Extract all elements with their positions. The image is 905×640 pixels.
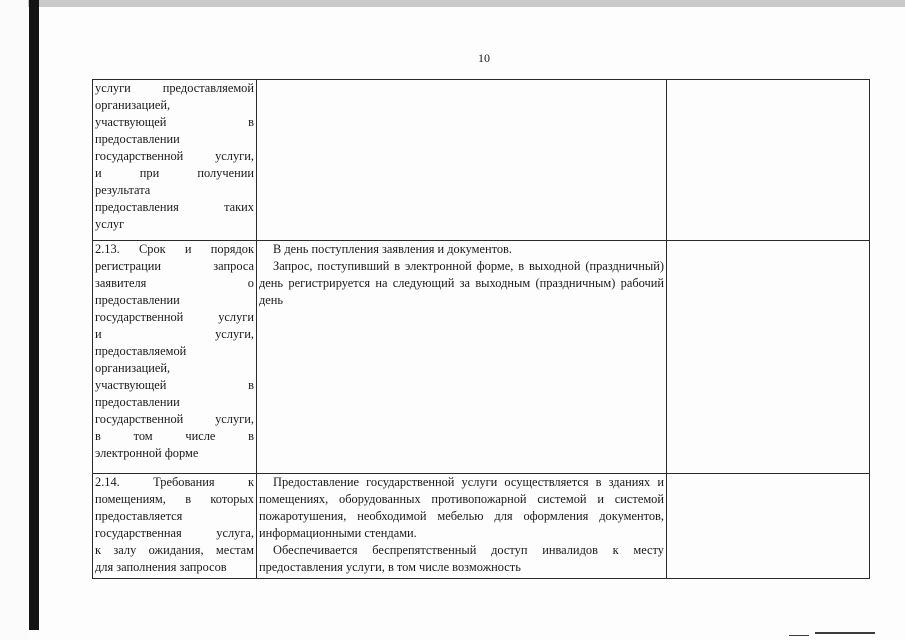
item-description-cell: [257, 474, 667, 579]
item-title-line: к залу ожидания, местам: [95, 543, 254, 557]
description-paragraph: В день поступления заявления и документов.: [273, 242, 512, 256]
item-title-line: организацией,: [95, 361, 171, 375]
item-notes-cell: [667, 241, 870, 474]
item-title-line: предоставления таких: [95, 200, 254, 214]
item-notes-cell: [667, 80, 870, 241]
item-title-line: участвующей в: [95, 115, 254, 129]
scan-margin: [0, 0, 28, 640]
item-title-line: предоставлении: [95, 293, 180, 307]
item-title-line: государственной услуги,: [95, 149, 254, 163]
item-title-line: предоставлении: [95, 132, 180, 146]
item-title-line: и при получении: [95, 166, 254, 180]
item-title-line: предоставлении: [95, 395, 180, 409]
scan-top-edge: [28, 0, 905, 7]
table-row: [93, 80, 870, 241]
item-title-line: государственной услуги: [95, 310, 254, 324]
item-title-line: услуг: [95, 217, 125, 231]
item-notes-cell: [667, 474, 870, 579]
item-title-line: помещениям, в которых: [95, 492, 254, 506]
item-title-line: организацией,: [95, 98, 171, 112]
item-title-line: электронной форме: [95, 446, 199, 460]
description-paragraph: Обеспечивается беспрепятственный доступ инвалидов к месту предоставления услуги, в том числе возможность: [259, 543, 664, 574]
description-paragraph: Запрос, поступивший в электронной форме, в выходной (праздничный) день регистрируется на следующий за выходным (праздничным) рабочий день: [259, 259, 664, 307]
item-title-cell: [93, 80, 257, 241]
item-title-line: предоставляется: [95, 509, 183, 523]
item-title-line: государственная услуга,: [95, 526, 254, 540]
table-row: [93, 474, 870, 579]
item-title-line: 2.14. Требования к: [95, 475, 254, 489]
item-title-line: участвующей в: [95, 378, 254, 392]
item-title-line: 2.13. Срок и порядок: [95, 242, 254, 256]
item-title-line: для заполнения запросов: [95, 560, 227, 574]
item-title-line: в том числе в: [95, 429, 254, 443]
item-title-line: результата: [95, 183, 151, 197]
item-description-cell: [257, 241, 667, 474]
item-title-line: государственной услуги,: [95, 412, 254, 426]
table-row: [93, 241, 870, 474]
scan-mark: [815, 632, 875, 636]
item-title-line: и услуги,: [95, 327, 254, 341]
page-number: 10: [478, 51, 490, 65]
scan-mark-small: [789, 635, 809, 636]
description-paragraph: Предоставление государственной услуги осуществляется в зданиях и помещениях, оборудованных противопожарной системой и системой пожаротушения, необходимой мебелью для оформления документов, информационными стендами.: [259, 475, 664, 540]
binding-edge: [29, 0, 39, 630]
item-title-cell: [93, 474, 257, 579]
item-title-line: заявителя о: [95, 276, 254, 290]
item-description-cell: [257, 80, 667, 241]
item-title-line: услуги предоставляемой: [95, 81, 254, 95]
item-title-line: регистрации запроса: [95, 259, 254, 273]
item-title-line: предоставляемой: [95, 344, 187, 358]
item-title-cell: [93, 241, 257, 474]
regulation-table: [92, 79, 870, 579]
